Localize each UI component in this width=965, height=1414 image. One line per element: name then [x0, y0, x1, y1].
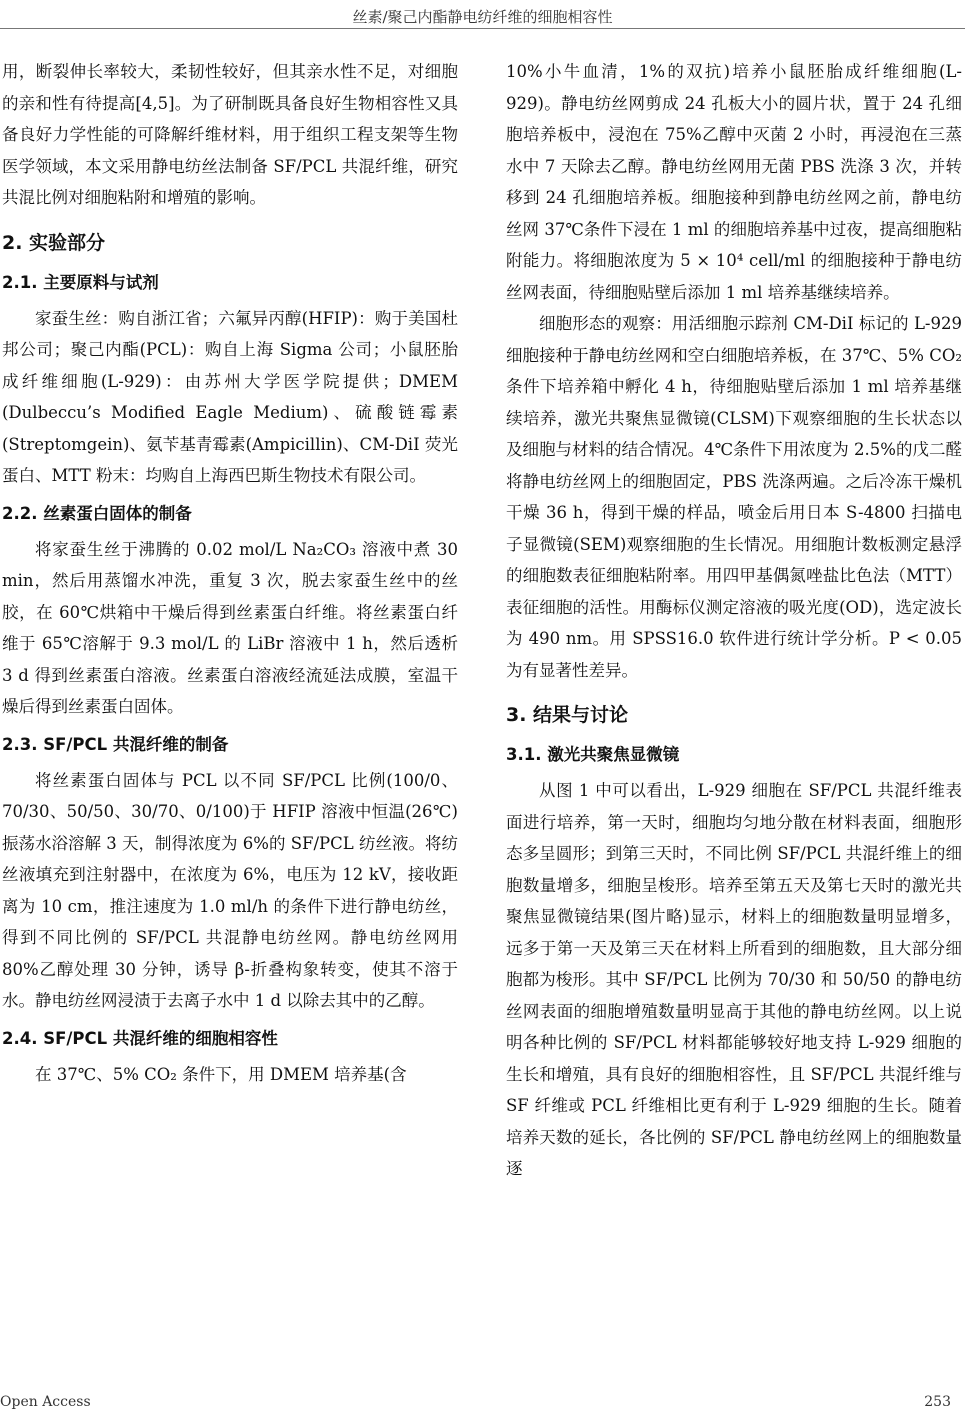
cytocompatibility-paragraph: 在 37℃、5% CO₂ 条件下，用 DMEM 培养基(含 — [35, 1064, 407, 1084]
cell-culture-paragraph: 10%小牛血清，1%的双抗)培养小鼠胚胎成纤维细胞(L-929)。静电纺丝网剪成 24 孔板大小的圆片状，置于 24 孔细胞培养板中，浸泡在 75%乙醇中灭菌 2 小时，再浸泡在三蒸水中 7 天除去乙醇。静电纺丝网用无菌 PBS 洗涤 3 次，并转移到 24 孔细胞培养板。细胞接种到静电纺丝网之前，静电纺丝网 37℃条件下浸在 1 ml 的细胞培养基中过夜，提高细胞粘附能力。将细胞浓度为 5 × 10⁴ cell/ml 的细胞接种于静电纺丝网表面，待细胞贴壁后添加 1 ml 培养基继续培养。 — [506, 62, 962, 302]
subsection-heading-materials: 2.1. 主要原料与试剂 — [2, 272, 159, 292]
section-heading-experimental: 2. 实验部分 — [2, 231, 106, 254]
materials-paragraph: 家蚕生丝：购自浙江省；六氟异丙醇(HFIP)：购于美国杜邦公司；聚己内酯(PCL)：购自上海 Sigma 公司；小鼠胚胎成纤维细胞(L-929)：由苏州大学医学院提供；DMEM (Dulbeccu’s Modified Eagle Medium)、硫酸链霉素(Streptomgein)、氨苄基青霉素(Ampicillin)、CM-DiI 荧光蛋白、MTT 粉末：均购自上海西巴斯生物技术有限公司。 — [2, 308, 458, 485]
page-number: 253 — [924, 1394, 951, 1410]
fiber-preparation-paragraph: 将丝素蛋白固体与 PCL 以不同 SF/PCL 比例(100/0、70/30、50/50、30/70、0/100)于 HFIP 溶液中恒温(26℃)振荡水浴溶解 3 天，制得浓度为 6%的 SF/PCL 纺丝液。将纺丝液填充到注射器中，在浓度为 6%，电压为 12 kV，接收距离为 10 cm，推注速度为 1.0 ml/h 的条件下进行静电纺丝，得到不同比例的 SF/PCL 共混静电纺丝网。静电纺丝网用 80%乙醇处理 30 分钟，诱导 β-折叠构象转变，使其不溶于水。静电纺丝网浸渍于去离子水中 1 d 以除去其中的乙醇。 — [2, 770, 458, 1010]
section-heading-results: 3. 结果与讨论 — [506, 704, 629, 726]
intro-paragraph: 用，断裂伸长率较大，柔韧性较好，但其亲水性不足，对细胞的亲和性有待提高[4,5]。为了研制既具备良好生物相容性又具备良好力学性能的可降解纤维材料，用于组织工程支架等生物医学领域，本文采用静电纺丝法制备 SF/PCL 共混纤维，研究共混比例对细胞粘附和增殖的影响。 — [2, 62, 458, 207]
footer-open-access: Open Access — [0, 1394, 91, 1410]
running-header-title: 丝素/聚己内酯静电纺纤维的细胞相容性 — [352, 8, 613, 26]
subsection-heading-clsm: 3.1. 激光共聚焦显微镜 — [506, 745, 680, 764]
left-column — [2, 56, 458, 1090]
right-column — [506, 56, 962, 1185]
fibroin-preparation-paragraph: 将家蚕生丝于沸腾的 0.02 mol/L Na₂CO₃ 溶液中煮 30 min，然后用蒸馏水冲洗，重复 3 次，脱去家蚕生丝中的丝胶，在 60℃烘箱中干燥后得到丝素蛋白纤维。将丝素蛋白纤维于 65℃溶解于 9.3 mol/L 的 LiBr 溶液中 1 h，然后透析 3 d 得到丝素蛋白溶液。丝素蛋白溶液经流延法成膜，室温干燥后得到丝素蛋白固体。 — [2, 539, 458, 716]
header-rule — [0, 28, 965, 29]
cell-morphology-paragraph: 细胞形态的观察：用活细胞示踪剂 CM-DiI 标记的 L-929 细胞接种于静电纺丝网和空白细胞培养板，在 37℃、5% CO₂ 条件下培养箱中孵化 4 h，待细胞贴壁后添加 1 ml 培养基继续培养，激光共聚焦显微镜(CLSM)下观察细胞的生长状态以及细胞与材料的结合情况。4℃条件下用浓度为 2.5%的戊二醛将静电纺丝网上的细胞固定，PBS 洗涤两遍。之后冷冻干燥机干燥 36 h，得到干燥的样品，喷金后用日本 S-4800 扫描电子显微镜(SEM)观察细胞的生长情况。用细胞计数板测定悬浮的细胞数表征细胞粘附率。用四甲基偶氮唑盐比色法（MTT）表征细胞的活性。用酶标仪测定溶液的吸光度(OD)，选定波长为 490 nm。用 SPSS16.0 软件进行统计学分析。P < 0.05 为有显著性差异。 — [506, 314, 962, 680]
subsection-heading-cytocompatibility: 2.4. SF/PCL 共混纤维的细胞相容性 — [2, 1028, 278, 1048]
clsm-results-paragraph: 从图 1 中可以看出，L-929 细胞在 SF/PCL 共混纤维表面进行培养，第一天时，细胞均匀地分散在材料表面，细胞形态多呈圆形；到第三天时，不同比例 SF/PCL 共混纤维上的细胞数量增多，细胞呈梭形。培养至第五天及第七天时的激光共聚焦显微镜结果(图片略)显示，材料上的细胞数量明显增多，远多于第一天及第三天在材料上所看到的细胞数，且大部分细胞都为梭形。其中 SF/PCL 比例为 70/30 和 50/50 的静电纺丝网表面的细胞增殖数量明显高于其他的静电纺丝网。以上说明各种比例的 SF/PCL 材料都能够较好地支持 L-929 细胞的生长和增殖，具有良好的细胞相容性，且 SF/PCL 共混纤维与 SF 纤维或 PCL 纤维相比更有利于 L-929 细胞的生长。随着培养天数的延长，各比例的 SF/PCL 静电纺丝网上的细胞数量逐 — [506, 781, 962, 1178]
subsection-heading-fiber-preparation: 2.3. SF/PCL 共混纤维的制备 — [2, 734, 229, 754]
subsection-heading-fibroin-preparation: 2.2. 丝素蛋白固体的制备 — [2, 503, 192, 523]
